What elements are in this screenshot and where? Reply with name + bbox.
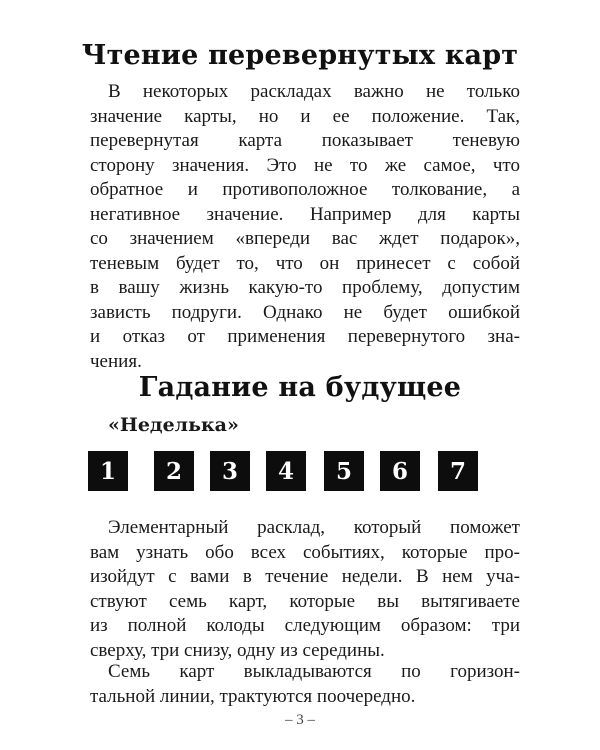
text-line: теневым будет то, что он принесет с собой bbox=[90, 252, 520, 274]
card-position: 1 bbox=[88, 451, 128, 491]
text-line: в вашу жизнь какую-то проблему, допустим bbox=[90, 277, 520, 298]
spread-layout-paragraph bbox=[90, 660, 520, 709]
text-line: сверху, три снизу, одну из середины. bbox=[90, 639, 385, 661]
card-position: 4 bbox=[266, 451, 306, 491]
text-line: со значением «впереди вас ждет подарок», bbox=[90, 228, 520, 249]
card-position: 5 bbox=[324, 451, 364, 491]
spread-subtitle: «Неделька» bbox=[108, 414, 239, 436]
card-position: 7 bbox=[438, 451, 478, 491]
text-line: тальной линии, трактуются поочередно. bbox=[90, 685, 416, 707]
card-position: 3 bbox=[210, 451, 250, 491]
section-title-future-reading: Гадание на будущее bbox=[138, 372, 462, 403]
text-line: чения. bbox=[90, 350, 142, 372]
card-spread-row bbox=[88, 451, 528, 491]
text-line: негативное значение. Например для карты bbox=[90, 203, 520, 225]
text-line: обратное и противоположное толкование, а bbox=[90, 179, 520, 200]
text-line: изойдут с вами в течение недели. В нем уча- bbox=[90, 566, 520, 587]
page-number: – 3 – bbox=[285, 712, 315, 728]
text-line: Элементарный расклад, который поможет bbox=[108, 517, 520, 538]
text-line: сторону значения. Это не то же самое, что bbox=[90, 154, 520, 176]
text-line: В некоторых раскладах важно не только bbox=[108, 81, 520, 102]
card-position: 2 bbox=[154, 451, 194, 491]
text-line: и отказ от применения перевернутого зна- bbox=[90, 326, 520, 347]
text-line: значение карты, но и ее положение. Так, bbox=[90, 105, 520, 127]
section-title-reversed-cards: Чтение перевернутых карт bbox=[81, 40, 519, 71]
text-line: Семь карт выкладываются по горизон- bbox=[108, 661, 520, 682]
text-line: ствуют семь карт, которые вы вытягиваете bbox=[90, 590, 520, 612]
spread-description-paragraph bbox=[90, 516, 520, 663]
card-position: 6 bbox=[380, 451, 420, 491]
reversed-cards-paragraph bbox=[90, 80, 520, 374]
text-line: из полной колоды следующим образом: три bbox=[90, 615, 520, 636]
text-line: зависть подруги. Однако не будет ошибкой bbox=[90, 301, 520, 323]
text-line: перевернутая карта показывает теневую bbox=[90, 130, 520, 151]
text-line: вам узнать обо всех событиях, которые про- bbox=[90, 541, 520, 563]
